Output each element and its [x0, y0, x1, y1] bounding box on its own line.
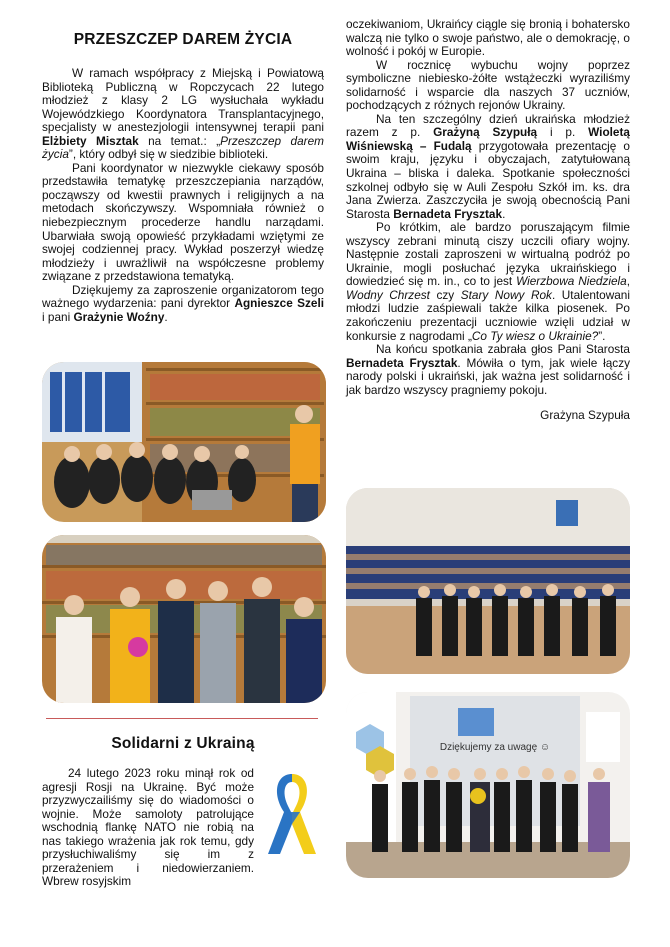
paragraph: Po krótkim, ale bardzo poruszającym filmie wszyscy zebrani minutą ciszy uczcili ofiary wojny. Następnie zostali zaproszeni w wirtualną podróż po Ukrainie, mogli posłuchać języka ukraińskiego i dowiedzieć się m. in., co to jest Wierzbowa Niedziela, Wodny Chrzest czy Stary Nowy Rok. Utalentowani młodzi ludzie zaśpiewali także kilka piosenek. Po zakończeniu prezentacji uczniowie wzięli udział w konkursie z nagrodami „Co Ty wiesz o Ukrainie?”.	[346, 220, 630, 343]
paragraph: Na końcu spotkania zabrała głos Pani Starosta Bernadeta Frysztak. Mówiła o tym, jak wiele łączy narody polski i ukraiński, jak ważna jest solidarność i jak bardzo wszyscy pragniemy pokoju.	[346, 342, 630, 397]
photo-library-lecture	[42, 362, 326, 522]
article-body-ukraine-start	[42, 767, 254, 889]
paragraph: W ramach współpracy z Miejską i Powiatową Biblioteką Publiczną w Ropczycach 22 lutego młodzież z klasy 2 LG wysłuchała wykładu Wojewódzkiego Koordynatora Transplantacyjnego, specjalisty w anestezjologii intensywnej terapii pani Elżbiety Misztak na temat.: „Przeszczep darem życia”, który odbył się w siedzibie biblioteki.	[42, 66, 324, 162]
paragraph: oczekiwaniom, Ukraińcy ciągle się bronią i bohatersko walczą nie tylko o swoje państwo, ale o demokrację, o wolność i pokój w Europie.	[346, 17, 630, 59]
paragraph: Na ten szczególny dzień ukraińska młodzież razem z p. Grażyną Szypułą i p. Wioletą Wiśniewską – Fudalą przygotowała prezentację o swoim kraju, języku i obyczajach, zatytułowaną Ukraina – bliska i daleka. Spotkanie społeczności szkolnej odbyło się w Auli Zespołu Szkół im. ks. dra Jana Zwierza. Zaszczyciła je swoją obecnością Pani Starosta Bernadeta Frysztak.	[346, 111, 630, 221]
ukraine-ribbon-icon	[262, 768, 322, 860]
presentation-screen-text: Dziękujemy za uwagę ☺	[439, 742, 551, 753]
photo-presentation-group	[346, 692, 630, 878]
photo-library-group	[42, 535, 326, 703]
photo-auditorium	[346, 488, 630, 674]
article-title-transplant: PRZESZCZEP DAREM ŻYCIA	[73, 31, 293, 48]
author-signature: Grażyna Szypuła	[540, 408, 630, 423]
section-divider	[46, 718, 318, 719]
article-body-transplant	[42, 67, 324, 324]
paragraph: 24 lutego 2023 roku minął rok od agresji Rosji na Ukrainę. Być może przyzwyczailiśmy się do wiadomości o wojnie. Może samoloty patrolujące wschodnią flankę NATO nie robią na nas takiego wrażenia jak rok temu, gdy przysłuchiwaliśmy się im z przerażeniem i niedowierzaniem. Wbrew rosyjskim	[42, 766, 254, 889]
paragraph: Pani koordynator w niezwykle ciekawy sposób przedstawiła tematykę przeszczepiania narządów, począwszy od kwestii prawnych i religijnych a na metodach skończywszy. Wspomniała również o niebezpiecznym procederze handlu narządami. Ubarwiała swoją opowieść przykładami wziętymi ze swojej codziennej pracy. Wykład poszerzył wiedzę młodzieży i uwrażliwił na współczesne problemy związane z przedstawiona tematyką.	[42, 160, 324, 284]
paragraph: W rocznicę wybuchu wojny poprzez symboliczne niebiesko-żółte wstążeczki wyraziliśmy solidarność i wsparcie dla naszych 37 uczniów, pochodzących z różnych rejonów Ukrainy.	[346, 57, 630, 113]
article-body-ukraine-cont	[346, 18, 630, 423]
paragraph: Dziękujemy za zaproszenie organizatorom tego ważnego wydarzenia: pani dyrektor Agnieszce Szeli i pani Grażynie Woźny.	[42, 282, 325, 324]
article-title-ukraine: Solidarni z Ukrainą	[111, 735, 255, 752]
